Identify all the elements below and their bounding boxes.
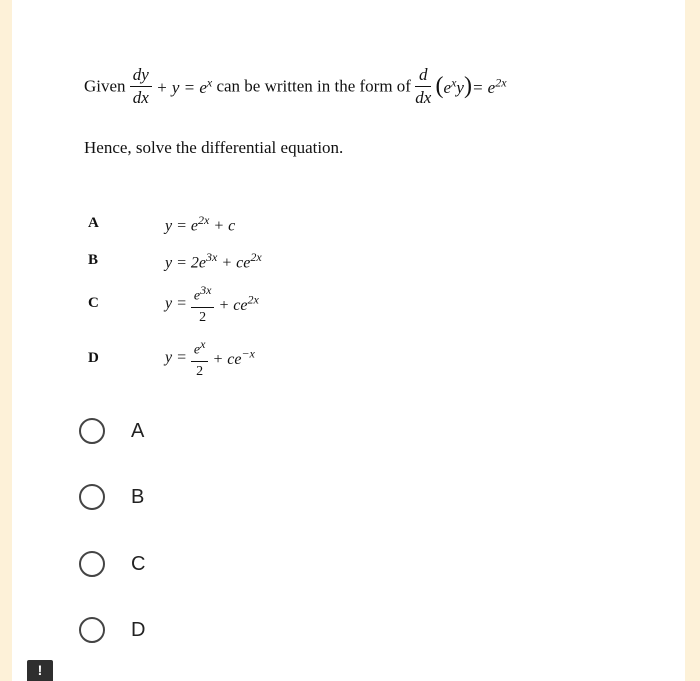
option-letter-a: A	[88, 215, 99, 231]
radio-button-b[interactable]	[79, 484, 105, 510]
given-word: Given	[84, 76, 126, 96]
rhs-equation: $(e^xy)= e^{2x}$	[435, 73, 507, 99]
choice-c[interactable]	[79, 551, 145, 577]
d-dx-fraction: $\frac{d}{dx}$	[415, 65, 432, 107]
lhs-equation: + $y = e^x$	[156, 75, 213, 97]
dy-dx-fraction: $\frac{dy}{dx}$	[130, 64, 152, 109]
choice-label-c[interactable]: C	[131, 552, 146, 575]
radio-button-a[interactable]	[79, 418, 105, 444]
radio-button-d[interactable]	[79, 617, 105, 643]
instruction-text: Hence, solve the differential equation.	[84, 138, 344, 157]
choice-label-d[interactable]: D	[131, 618, 146, 641]
choice-b[interactable]	[79, 484, 144, 510]
choice-label-a[interactable]: A	[131, 419, 145, 442]
option-letter-b: B	[88, 252, 99, 268]
choice-d[interactable]	[79, 617, 145, 643]
option-expression-d: y = $\frac{e^x}{2}$ + $ce^{-x}$	[165, 334, 255, 382]
option-c-fraction: $\frac{e^{3x}}{2}$	[191, 280, 215, 328]
choice-a[interactable]	[79, 418, 144, 444]
question-text	[84, 64, 507, 109]
option-expression-c: y = $\frac{e^{3x}}{2}$ + $ce^{2x}$	[165, 280, 259, 328]
option-expression-a: $y = e^{2x} + c$	[165, 213, 236, 235]
option-expression-b: $y = 2e^{3x} + ce^{2x}$	[165, 250, 262, 272]
alert-icon[interactable]: !	[27, 660, 53, 681]
option-letter-d: D	[88, 350, 99, 366]
option-d-fraction: $\frac{e^x}{2}$	[191, 334, 209, 382]
middle-text: can be written in the form of	[216, 76, 411, 96]
choice-label-b[interactable]: B	[131, 485, 145, 508]
option-letter-c: C	[88, 295, 99, 311]
radio-button-c[interactable]	[79, 551, 105, 577]
